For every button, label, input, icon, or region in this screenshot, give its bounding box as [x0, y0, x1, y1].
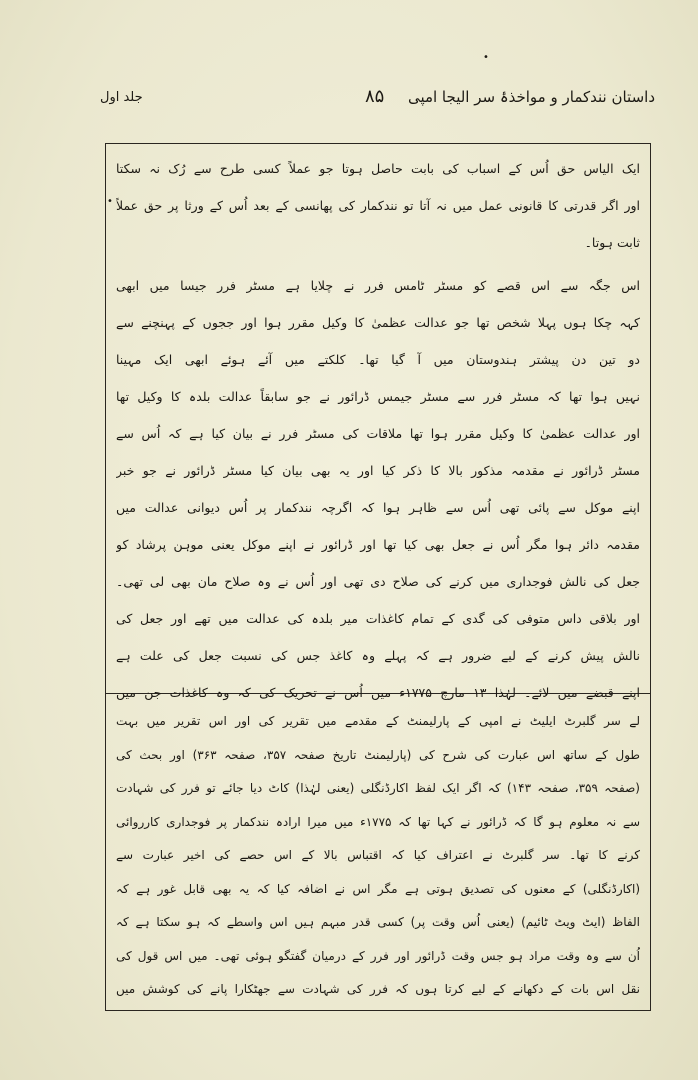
footnote-block — [116, 705, 640, 1007]
footnote-line: نقل اس بات کے دکھانے کے لیے کرتا ہوں کہ فرر کی شہادت سے جھٹکارا پانے کی کوشش میں — [116, 982, 640, 996]
footnote-line: الفاظ (ایٹ ویٹ ٹائیم) (یعنی اُس وقت پر) کسی قدر مبہم ہیں اس واسطے کہ ہو سکتا ہے کہ — [116, 915, 640, 929]
header-title: داستان نندکمار و مواخذۂ سر الیجا امپی — [407, 88, 655, 106]
main-line: مسٹر ڈرائور نے مقدمہ مذکور بالا کا ذکر کیا اور یہ بھی بیان کیا مسٹر ڈرائور نے جو خبر — [116, 463, 640, 478]
main-text-block — [116, 150, 640, 711]
page-number: ۸۵ — [365, 86, 385, 107]
main-line: اور عدالت عظمیٰ کا وکیل مقرر ہوا تھا ملاقات کی مسٹر فرر نے بیان کیا ہے کہ اُس سے — [116, 426, 640, 441]
volume-label: جلد اول — [100, 90, 143, 105]
footnote-line: لے سر گلبرٹ ایلیٹ نے امپی کے پارلیمنٹ کے مقدمے میں تقریر کی اور اس تقریر میں بہت — [116, 714, 640, 728]
footnote-line: کرنے کا تھا۔ سر گلبرٹ نے اعتراف کیا کہ اقتباس بالا کے اس حصے کی اخیر عبارت سے — [116, 848, 640, 862]
footnote-line: طول کے ساتھ اس عبارت کی شرح کی (پارلیمنٹ تاریخ صفحہ ۳۵۷، صفحہ ۳۶۳) اور بحث کی — [116, 747, 640, 762]
running-header — [100, 86, 655, 116]
main-line: اس جگہ سے اس قصے کو مسٹر ٹامس فرر نے چلایا ہے مسٹر فرر جیسا میں ابھی — [116, 278, 640, 293]
main-line: نہیں ہوا تھا کہ مسٹر فرر سے مسٹر جیمس ڈرائور نے جو سابقاً عدالت بلدہ کا وکیل تھا — [116, 389, 640, 404]
ink-speck: • — [107, 196, 113, 207]
main-line: اور بلاقی داس متوفی کی گدی کے تمام کاغذات میر بلدہ کی عدالت میں تھے اور جعل کی — [116, 611, 640, 626]
main-line: مقدمہ دائر ہوا مگر اُس نے جعل بھی کیا تھا اور ڈرائور نے اپنے موکل یعنی موہن پرشاد کو — [116, 537, 640, 552]
main-line: دو تین دن پیشتر ہندوستان میں آ گیا تھا۔ کلکتے میں آئے ہوئے ابھی ایک مہینا — [116, 352, 640, 367]
main-line: ثابت ہوتا۔ — [584, 235, 640, 250]
footnote-line: سے نہ معلوم ہو گا کہ ڈرائور نے کہا تھا کہ ۱۷۷۵ء میں میرا ارادہ نندکمار پر فوجداری کارروائی — [116, 814, 640, 829]
main-line: اپنے موکل سے پائی تھی اُس سے ظاہر ہوا کہ اگرچہ نندکمار پر اُس دیوانی عدالت میں — [116, 500, 640, 515]
main-line: اپنے قبضے میں لائے۔ لہٰذا ۱۳ مارچ ۱۷۷۵ء میں اُس نے تحریک کی کہ وہ کاغذات جن میں — [116, 685, 640, 700]
main-line: کہہ چکا ہوں پہلا شخص تھا جو عدالت عظمیٰ کا وکیل مقرر ہوا اور ججوں کے پہنچنے سے — [116, 315, 640, 330]
ink-speck: • — [483, 52, 489, 63]
main-line: ایک الیاس حق اُس کے اسباب کی بابت حاصل ہوتا جو عملاً کسی طرح سے رُک نہ سکتا — [116, 161, 640, 176]
main-line: نالش پیش کرنے کے لیے ضرور ہے کہ پہلے وہ کاغذ جس کی نسبت جعل کی علت ہے — [116, 648, 640, 663]
footnote-line: (صفحہ ۳۵۹، صفحہ ۱۴۳) کہ اگر ایک لفظ اکارڈنگلی (یعنی لہٰذا) کاٹ دیا جائے تو فرر کی شہادت — [116, 781, 640, 795]
footnote-line: (اکارڈنگلی) کے معنوں کی تصدیق ہوتی ہے مگر اس نے اضافہ کیا کہ یہ بھی قابل غور ہے کہ — [116, 881, 640, 896]
footnote-line: اُن سے وہ وقت مراد ہو جس وقت ڈرائور اور فرر کے درمیان گفتگو ہوئی تھی۔ میں اس قول کی — [116, 948, 640, 963]
main-line: جعل کی نالش فوجداری میں کرنے کی صلاح دی تھی اور اُس نے وہ صلاح مان بھی لی تھی۔ — [116, 574, 640, 589]
main-line: اور اگر قدرتی کا قانونی عمل میں نہ آتا تو نندکمار کی پھانسی کے بعد اُس کے ورثا پر حق عملاً — [116, 198, 640, 213]
